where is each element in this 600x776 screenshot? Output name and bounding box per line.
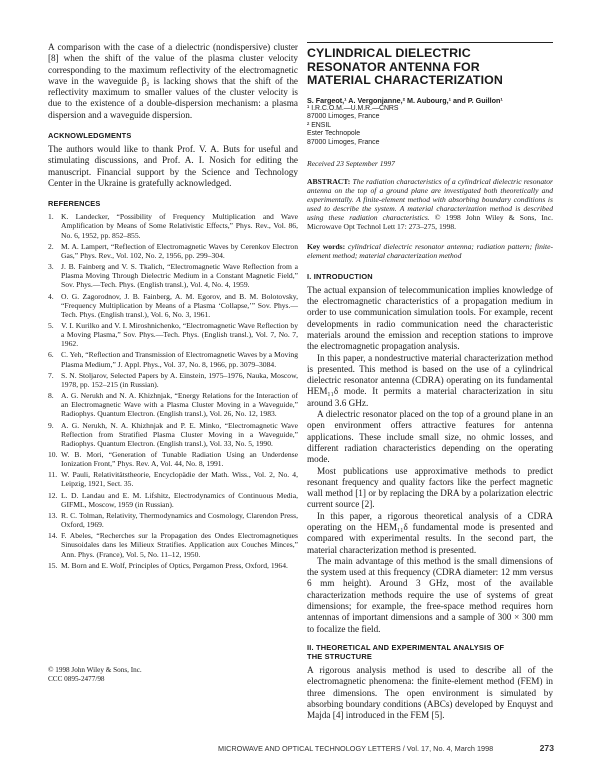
reference-text: O. G. Zagorodnov, J. B. Fainberg, A. M. Egorov, and B. M. Bolotovsky, “Frequency Multiplication by Means of a Plasma ‘Collapse,’” Sov. Phys.—Tech. Phys. (English transl.), Vol. 6, No. 3, 1961. bbox=[61, 291, 298, 319]
left-column bbox=[48, 42, 298, 572]
section-2-heading bbox=[307, 643, 553, 661]
introduction-paragraph: The main advantage of this method is the small dimensions of the system used at this frequency (CDRA diameter: 12 mm versus 6 mm height). Around 3 GHz, most of the available characterization methods require the use of systems of great dimensions; for example, the free-space method requires horn antennas of important dimensions and a sample of 300 × 300 mm to focalize the field. bbox=[307, 555, 553, 634]
reference-text: W. B. Mori, “Generation of Tunable Radiation Using an Underdense Ionization Front,” Phys. Rev. A, Vol. 44, No. 8, 1991. bbox=[61, 450, 298, 469]
reference-item bbox=[48, 350, 298, 368]
affiliation-line: Ester Technopole bbox=[307, 130, 361, 137]
reference-item bbox=[48, 262, 298, 289]
reference-item bbox=[48, 212, 298, 239]
abstract-label: ABSTRACT: bbox=[307, 177, 351, 186]
copyright-line: © 1998 John Wiley & Sons, Inc. bbox=[48, 666, 142, 674]
reference-number: 14. bbox=[48, 531, 58, 541]
references-heading: REFERENCES bbox=[48, 199, 101, 209]
abstract-citation: © 1998 John Wiley & Sons, Inc. Microwave Opt Technol Lett 17: 273–275, 1998. bbox=[307, 213, 553, 232]
article-title bbox=[307, 47, 553, 88]
affiliation-line: 87000 Limoges, France bbox=[307, 138, 380, 146]
ccc-code: CCC 0895-2477/98 bbox=[48, 675, 105, 683]
reference-number: 5. bbox=[48, 320, 54, 330]
journal-citation: MICROWAVE AND OPTICAL TECHNOLOGY LETTERS / Vol. 17, No. 4, March 1998 bbox=[218, 744, 494, 753]
reference-item bbox=[48, 371, 298, 389]
reference-number: 1. bbox=[48, 212, 54, 222]
reference-number: 7. bbox=[48, 370, 54, 380]
reference-number: 6. bbox=[48, 350, 54, 360]
reference-number: 9. bbox=[48, 420, 54, 430]
reference-text: A. G. Nerukh, N. A. Khizhnjak and P. E. Minko, “Electromagnetic Wave Reflection from Stratified Plasma Cluster Moving in a Waveguide,” Radiophys. Quantum Electron. (English transl.), Vol. 33, No. 5, 1990. bbox=[61, 420, 298, 448]
reference-number: 12. bbox=[48, 490, 58, 500]
page-number: 273 bbox=[539, 743, 554, 753]
reference-text: R. C. Tolman, Relativity, Thermodynamics and Cosmology, Clarendon Press, Oxford, 1969. bbox=[61, 510, 298, 530]
reference-number: 3. bbox=[48, 262, 54, 272]
keywords-text: cylindrical dielectric resonator antenna; radiation pattern; finite-element method; material characterization method bbox=[307, 241, 553, 260]
reference-item bbox=[48, 292, 298, 319]
introduction-paragraph: In this paper, a nondestructive material characterization method is presented. This method is based on the use of a cylindrical dielectric resonator antenna (CDRA) operating on its fundamental HEM₁₁δ mode. It permits a material characterization in situ around 3.6 GHz. bbox=[307, 352, 553, 408]
reference-text: M. A. Lampert, “Reflection of Electromagnetic Waves by Cerenkov Electron Gas,” Phys. Rev., Vol. 102, No. 2, 1956, pp. 299–304. bbox=[61, 241, 298, 260]
intro-paragraph: A comparison with the case of a dielectric (nondispersive) cluster [8] when the shift of the value of the plasma cluster velocity corresponding to the maximum reflectivity of the electromagnetic wave in the waveguide β₂ is lacking shows that the shift of the reflectivity maximum to smaller values of the cluster velocity is due to the existence of a double-dispersion mechanism: a plasma dispersion and a waveguide dispersion. bbox=[48, 42, 298, 120]
reference-number: 4. bbox=[48, 291, 54, 301]
reference-number: 10. bbox=[48, 450, 58, 460]
keywords-label: Key words: bbox=[307, 241, 346, 251]
title-rule bbox=[307, 42, 553, 43]
reference-item bbox=[48, 321, 298, 348]
introduction-paragraph: A dielectric resonator placed on the top of a ground plane in an open environment offers attractive features for antenna applications. These include small size, no ohmic losses, and different radiation characteristics depending on the operating mode. bbox=[307, 409, 553, 465]
reference-text: J. B. Fainberg and V. S. Tkalich, “Electromagnetic Wave Reflection from a Plasma Moving Through Dielectric Medium in a Constant Magnetic Field,” Sov. Phys.—Tech. Phys. (English transl.), Vol. 4, No. 4, 1959. bbox=[61, 262, 298, 290]
introduction-paragraph: Most publications use approximative methods to predict resonant frequency and quality factors like the perfect magnetic wall method [1] or by replacing the DRA by a polarization electric current source [2]. bbox=[307, 465, 553, 510]
title-line: RESONATOR ANTENNA FOR bbox=[307, 59, 480, 74]
reference-item bbox=[48, 242, 298, 260]
acknowledgments-text: The authors would like to thank Prof. V. A. Buts for useful and stimulating discussions, and Prof. A. I. Nosich for editing the manuscript. Financial support by the Science and Technology Center in the Ukraine is gratefully acknowledged. bbox=[48, 144, 298, 188]
authors: S. Fargeot,¹ A. Vergonjanne,² M. Aubourg,¹ and P. Guillon¹ bbox=[307, 95, 503, 105]
keywords bbox=[307, 242, 553, 260]
reference-item bbox=[48, 450, 298, 468]
acknowledgments-heading: ACKNOWLEDGMENTS bbox=[48, 131, 132, 141]
abstract bbox=[307, 177, 553, 232]
section-2-paragraph: A rigorous analysis method is used to describe all of the electromagnetic phenomena: the finite-element method (FEM) in three dimensions. The open environment is simulated by absorbing boundary conditions (ABCs) developed by Enquyst and Majda [4] introduced in the FEM [5]. bbox=[307, 664, 553, 721]
reference-text: K. Landecker, “Possibility of Frequency Multiplication and Wave Amplification by Means of Some Relativistic Effects,” Phys. Rev., Vol. 86, No. 6, 1952, pp. 852–855. bbox=[61, 212, 298, 240]
reference-item bbox=[48, 561, 298, 570]
reference-number: 15. bbox=[48, 560, 58, 570]
affiliation-2 bbox=[307, 122, 553, 148]
reference-item bbox=[48, 491, 298, 509]
abstract-text: The radiation characteristics of a cylindrical dielectric resonator antenna on the top of a ground plane are investigated both theoretically and experimentally. A finite-element method with absorbing boundary conditions is used to describe the system. A material characterization method is described using these radiation characteristics. bbox=[307, 177, 553, 223]
heading-line: II. THEORETICAL AND EXPERIMENTAL ANALYSIS OF bbox=[307, 642, 505, 652]
reference-item bbox=[48, 421, 298, 448]
reference-number: 13. bbox=[48, 510, 58, 520]
reference-item bbox=[48, 511, 298, 529]
received-date: Received 23 September 1997 bbox=[307, 159, 395, 168]
reference-text: M. Born and E. Wolf, Principles of Optics, Pergamon Press, Oxford, 1964. bbox=[61, 560, 288, 570]
right-column bbox=[307, 42, 553, 721]
heading-line: THE STRUCTURE bbox=[307, 651, 373, 661]
reference-text: S. N. Stoljarov, Selected Papers by A. Einstein, 1975–1976, Nauka, Moscow, 1978, pp. 152–215 (in Russian). bbox=[61, 370, 298, 389]
reference-item bbox=[48, 470, 298, 488]
introduction-body bbox=[307, 285, 553, 635]
reference-number: 2. bbox=[48, 241, 54, 251]
references-list bbox=[48, 212, 298, 570]
introduction-paragraph: The actual expansion of telecommunication implies knowledge of the electromagnetic characteristics of a propagation medium in order to use communication simulation tools. For example, recent developments in radio communication need the characteristic materials around the emission and reception stations to improve the electromagnetic propagation analysis. bbox=[307, 284, 553, 352]
copyright-block bbox=[48, 666, 142, 684]
reference-text: F. Abeles, “Recherches sur la Propagation des Ondes Electromagnetiques Sinusoidales dans les Milieux Stratifies. Application aux Couches Minces,” Ann. Phys. (France), Vol. 5, No. 11–12, 1950. bbox=[61, 531, 298, 559]
affiliation-1 bbox=[307, 105, 553, 122]
reference-text: V. I. Kurilko and V. I. Miroshnichenko, “Electromagnetic Wave Reflection by a Moving Plasma,” Sov. Phys.—Tech. Phys. (English transl.), Vol. 7, No. 7, 1962. bbox=[61, 320, 298, 349]
reference-text: A. G. Nerukh and N. A. Khizhnjak, “Energy Relations for the Interaction of an Electromagnetic Wave with a Plasma Cluster Moving in a Waveguide,” Radiophys. Quantum Electron. (English transl.), Vol. 26, No. 12, 1983. bbox=[61, 391, 298, 419]
reference-item bbox=[48, 391, 298, 418]
reference-text: L. D. Landau and E. M. Lifshitz, Electrodynamics of Continuous Media, GIFML, Moscow, 1959 (in Russian). bbox=[61, 490, 298, 509]
reference-text: C. Yeh, “Reflection and Transmission of Electromagnetic Waves by a Moving Plasma Medium,” J. Appl. Phys., Vol. 37, No. 8, 1966, pp. 3079–3084. bbox=[61, 350, 298, 369]
introduction-heading: I. INTRODUCTION bbox=[307, 271, 373, 281]
reference-item bbox=[48, 531, 298, 558]
reference-number: 11. bbox=[48, 470, 58, 480]
affiliation-line: 87000 Limoges, France bbox=[307, 113, 380, 120]
title-line: MATERIAL CHARACTERIZATION bbox=[307, 73, 503, 87]
reference-text: W. Pauli, Relativitätstheorie, Encyclopädie der Math. Wiss., Vol. 2, No. 4, Leipzig, 1921, Sect. 35. bbox=[61, 470, 298, 489]
reference-number: 8. bbox=[48, 391, 54, 401]
affiliation-line: ² ENSIL bbox=[307, 121, 332, 129]
affiliation-line: ¹ I.R.C.O.M.—U.M.R.—CNRS bbox=[307, 104, 399, 112]
introduction-paragraph: In this paper, a rigorous theoretical analysis of a CDRA operating on the HEM₁₁δ fundamental mode is presented and compared with experimental results. In the second part, the material characterization method is presented. bbox=[307, 510, 553, 555]
title-line: CYLINDRICAL DIELECTRIC bbox=[307, 46, 471, 60]
